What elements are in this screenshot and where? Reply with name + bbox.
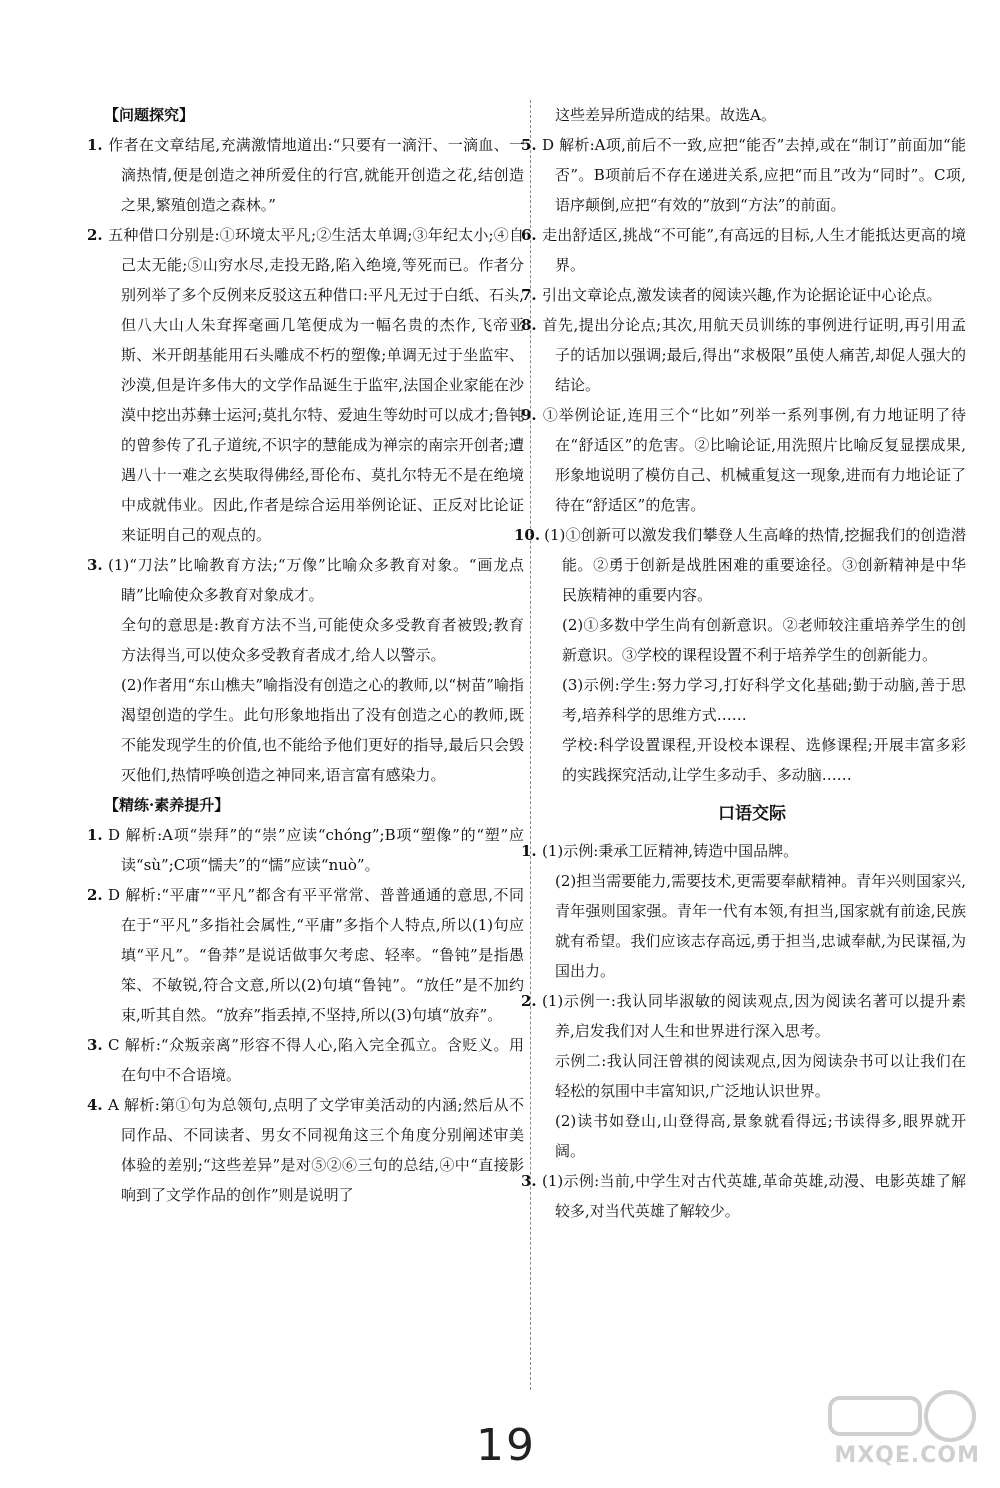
answer-item: 5. D 解析:A项,前后不一致,应把“能否”去掉,或在“制订”前面加“能否”。B项前后不存在递进关系,应把“而且”改为“同时”。C项,语序颠倒,应把“有效的”放到“方法”的前面。 bbox=[521, 136, 966, 214]
answer-item: 2. (1)示例一:我认同毕淑敏的阅读观点,因为阅读名著可以提升素养,启发我们对人生和世界进行深入思考。 bbox=[521, 992, 966, 1040]
item-text: A 解析:第①句为总领句,点明了文学审美活动的内涵;然后从不同作品、不同读者、男女不同视角这三个角度分别阐述审美体验的差别;“这些差异”是对⑤②⑥三句的总结,④中“直接影响到了文学作品的创作”则是说明了 bbox=[108, 1096, 524, 1204]
item-text: 首先,提出分论点;其次,用航天员训练的事例进行证明,再引用孟子的话加以强调;最后,得出“求极限”虽使人痛苦,却促人强大的结论。 bbox=[542, 316, 966, 394]
answer-item: 9. ①举例论证,连用三个“比如”列举一系列事例,有力地证明了待在“舒适区”的危害。②比喻论证,用洗照片比喻反复显摆成果,形象地说明了模仿自己、机械重复这一现象,进而有力地论证了待在“舒适区”的危害。 bbox=[521, 406, 966, 514]
item-text: 引出文章论点,激发读者的阅读兴趣,作为论据论证中心论点。 bbox=[542, 286, 942, 304]
answer-subparagraph: (2)作者用“东山樵夫”喻指没有创造之心的教师,以“树苗”喻指渴望创造的学生。此句形象地指出了没有创造之心的教师,既不能发现学生的价值,也不能给予他们更好的指导,最后只会毁灭他们,热情呼唤创造之神同来,语言富有感染力。 bbox=[121, 676, 524, 784]
item-text: (1)示例:秉承工匠精神,铸造中国品牌。 bbox=[542, 842, 799, 860]
item-text: (1)示例一:我认同毕淑敏的阅读观点,因为阅读名著可以提升素养,启发我们对人生和世界进行深入思考。 bbox=[542, 992, 966, 1040]
left-column bbox=[87, 100, 524, 1210]
answer-item: 1. (1)示例:秉承工匠精神,铸造中国品牌。 bbox=[521, 842, 799, 860]
item-text: 走出舒适区,挑战“不可能”,有高远的目标,人生才能抵达更高的境界。 bbox=[542, 226, 966, 274]
item-text: ①举例论证,连用三个“比如”列举一系列事例,有力地证明了待在“舒适区”的危害。②比喻论证,用洗照片比喻反复显摆成果,形象地说明了模仿自己、机械重复这一现象,进而有力地论证了待在“舒适区”的危害。 bbox=[542, 406, 966, 514]
answer-item: 4. A 解析:第①句为总领句,点明了文学审美活动的内涵;然后从不同作品、不同读者、男女不同视角这三个角度分别阐述审美体验的差别;“这些差异”是对⑤②⑥三句的总结,④中“直接影响到了文学作品的创作”则是说明了 bbox=[87, 1096, 524, 1204]
answer-continuation: 这些差异所造成的结果。故选A。 bbox=[555, 106, 776, 124]
watermark-emblem-icon bbox=[810, 1388, 980, 1444]
page-number: 19 bbox=[476, 1420, 536, 1471]
item-text: D 解析:A项“崇拜”的“崇”应读“chóng”;B项“塑像”的“塑”应读“sù”;C项“懦夫”的“懦”应读“nuò”。 bbox=[108, 826, 524, 874]
item-number: 10. bbox=[514, 526, 541, 544]
item-text: (1)示例:当前,中学生对古代英雄,革命英雄,动漫、电影英雄了解较多,对当代英雄了解较少。 bbox=[542, 1172, 966, 1220]
item-text: D 解析:“平庸”“平凡”都含有平平常常、普普通通的意思,不同在于“平凡”多指社会属性,“平庸”多指个人特点,所以(1)句应填“平凡”。“鲁莽”是说话做事欠考虑、轻率。“鲁钝”是指愚笨、不敏锐,符合文意,所以(2)句填“鲁钝”。“放任”是不加约束,听其自然。“放弃”指丢掉,不坚持,所以(3)句填“放弃”。 bbox=[108, 886, 524, 1024]
answer-item bbox=[514, 520, 966, 610]
item-text: C 解析:“众叛亲离”形容不得人心,陷入完全孤立。含贬义。用在句中不合语境。 bbox=[108, 1036, 524, 1084]
answer-item: 3. (1)“刀法”比喻教育方法;“万像”比喻众多教育对象。“画龙点睛”比喻使众多教育对象成才。 bbox=[87, 556, 524, 604]
section-heading-practice: 【精练·素养提升】 bbox=[104, 796, 230, 814]
answer-subparagraph: (3)示例:学生:努力学习,打好科学文化基础;勤于动脑,善于思考,培养科学的思维方式…… bbox=[562, 676, 966, 724]
item-text: (1)“刀法”比喻教育方法;“万像”比喻众多教育对象。“画龙点睛”比喻使众多教育对象成才。 bbox=[108, 556, 524, 604]
answer-item: 2. 五种借口分别是:①环境太平凡;②生活太单调;③年纪太小;④自己太无能;⑤山穷水尽,走投无路,陷入绝境,等死而已。作者分别列举了多个反例来反驳这五种借口:平凡无过于白纸、石头,但八大山人朱耷挥毫画几笔便成为一幅名贵的杰作,飞帝亚斯、米开朗基能用石头雕成不朽的塑像;单调无过于坐监牢、沙漠,但是许多伟大的文学作品诞生于监牢,法国企业家能在沙漠中挖出苏彝士运河;莫扎尔特、爱迪生等幼时可以成才;鲁钝的曾参传了孔子道统,不识字的慧能成为禅宗的南宗开创者;遭遇八十一难之玄奘取得佛经,哥伦布、莫扎尔特无不是在绝境中成就伟业。因此,作者是综合运用举例论证、正反对比论证来证明自己的观点的。 bbox=[87, 226, 524, 544]
answer-item: 1. 作者在文章结尾,充满激情地道出:“只要有一滴汗、一滴血、一滴热情,便是创造之神所爱住的行宫,就能开创造之花,结创造之果,繁殖创造之森林。” bbox=[87, 136, 524, 214]
watermark-text: MXQE.COM bbox=[834, 1443, 980, 1468]
watermark-logo bbox=[810, 1388, 980, 1468]
answer-subparagraph: 示例二:我认同汪曾祺的阅读观点,因为阅读杂书可以让我们在轻松的氛围中丰富知识,广泛地认识世界。 bbox=[555, 1052, 966, 1100]
section-title-oral: 口语交际 bbox=[718, 804, 786, 824]
answer-subparagraph: (2)①多数中学生尚有创新意识。②老师较注重培养学生的创新意识。③学校的课程设置不利于培养学生的创新能力。 bbox=[562, 616, 966, 664]
answer-item: 3. (1)示例:当前,中学生对古代英雄,革命英雄,动漫、电影英雄了解较多,对当代英雄了解较少。 bbox=[521, 1172, 966, 1220]
item-text: 作者在文章结尾,充满激情地道出:“只要有一滴汗、一滴血、一滴热情,便是创造之神所爱住的行宫,就能开创造之花,结创造之果,繁殖创造之森林。” bbox=[108, 136, 524, 214]
answer-item: 1. D 解析:A项“崇拜”的“崇”应读“chóng”;B项“塑像”的“塑”应读“sù”;C项“懦夫”的“懦”应读“nuò”。 bbox=[87, 826, 524, 874]
section-heading-inquiry: 【问题探究】 bbox=[104, 106, 195, 124]
item-text: (1)①创新可以激发我们攀登人生高峰的热情,挖掘我们的创造潜能。②勇于创新是战胜困难的重要途径。③创新精神是中华民族精神的重要内容。 bbox=[544, 526, 966, 604]
answer-subparagraph: 全句的意思是:教育方法不当,可能使众多受教育者被毁;教育方法得当,可以使众多受教育者成才,给人以警示。 bbox=[121, 616, 524, 664]
answer-item: 3. C 解析:“众叛亲离”形容不得人心,陷入完全孤立。含贬义。用在句中不合语境。 bbox=[87, 1036, 524, 1084]
item-text: 五种借口分别是:①环境太平凡;②生活太单调;③年纪太小;④自己太无能;⑤山穷水尽,走投无路,陷入绝境,等死而已。作者分别列举了多个反例来反驳这五种借口:平凡无过于白纸、石头,但八大山人朱耷挥毫画几笔便成为一幅名贵的杰作,飞帝亚斯、米开朗基能用石头雕成不朽的塑像;单调无过于坐监牢、沙漠,但是许多伟大的文学作品诞生于监牢,法国企业家能在沙漠中挖出苏彝士运河;莫扎尔特、爱迪生等幼时可以成才;鲁钝的曾参传了孔子道统,不识字的慧能成为禅宗的南宗开创者;遭遇八十一难之玄奘取得佛经,哥伦布、莫扎尔特无不是在绝境中成就伟业。因此,作者是综合运用举例论证、正反对比论证来证明自己的观点的。 bbox=[108, 226, 524, 544]
right-column bbox=[514, 100, 966, 1226]
answer-item: 6. 走出舒适区,挑战“不可能”,有高远的目标,人生才能抵达更高的境界。 bbox=[521, 226, 966, 274]
answer-subparagraph: (2)担当需要能力,需要技术,更需要奉献精神。青年兴则国家兴,青年强则国家强。青年一代有本领,有担当,国家就有前途,民族就有希望。我们应该志存高远,勇于担当,忠诚奉献,为民谋福,为国出力。 bbox=[555, 872, 966, 980]
item-text: D 解析:A项,前后不一致,应把“能否”去掉,或在“制订”前面加“能否”。B项前后不存在递进关系,应把“而且”改为“同时”。C项,语序颠倒,应把“有效的”放到“方法”的前面。 bbox=[542, 136, 966, 214]
answer-subparagraph: (2)读书如登山,山登得高,景象就看得远;书读得多,眼界就开阔。 bbox=[555, 1112, 966, 1160]
answer-subparagraph: 学校:科学设置课程,开设校本课程、选修课程;开展丰富多彩的实践探究活动,让学生多动手、多动脑…… bbox=[562, 736, 966, 784]
answer-item: 2. D 解析:“平庸”“平凡”都含有平平常常、普普通通的意思,不同在于“平凡”多指社会属性,“平庸”多指个人特点,所以(1)句应填“平凡”。“鲁莽”是说话做事欠考虑、轻率。“鲁钝”是指愚笨、不敏锐,符合文意,所以(2)句填“鲁钝”。“放任”是不加约束,听其自然。“放弃”指丢掉,不坚持,所以(3)句填“放弃”。 bbox=[87, 886, 524, 1024]
answer-item: 8. 首先,提出分论点;其次,用航天员训练的事例进行证明,再引用孟子的话加以强调;最后,得出“求极限”虽使人痛苦,却促人强大的结论。 bbox=[521, 316, 966, 394]
answer-item: 7. 引出文章论点,激发读者的阅读兴趣,作为论据论证中心论点。 bbox=[521, 286, 942, 304]
